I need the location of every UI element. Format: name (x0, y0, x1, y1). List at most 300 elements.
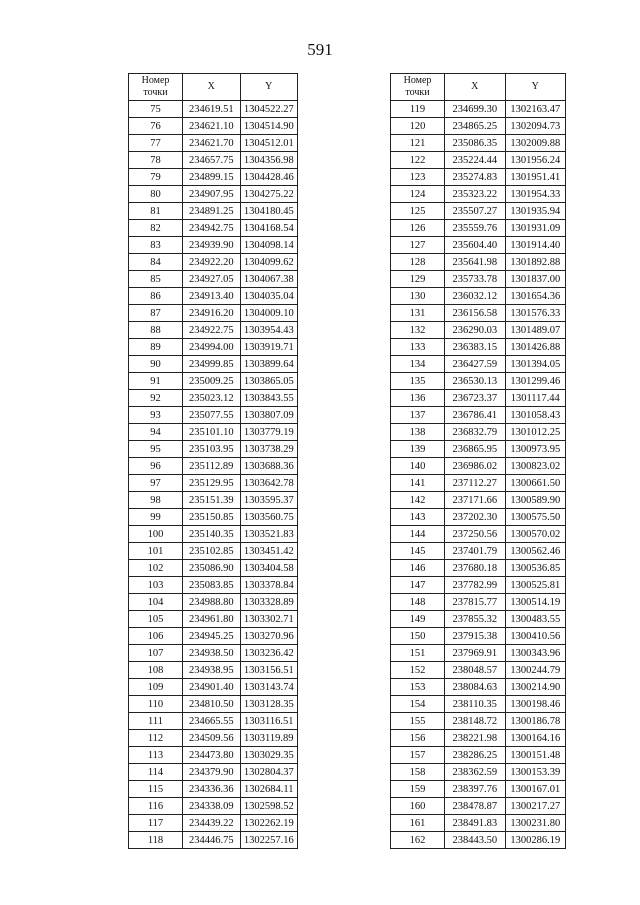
point-number-cell: 90 (129, 356, 183, 373)
point-number-cell: 93 (129, 407, 183, 424)
left-table-body (129, 101, 298, 849)
point-number-cell: 77 (129, 135, 183, 152)
point-number-cell: 133 (391, 339, 445, 356)
point-number-cell: 144 (391, 526, 445, 543)
point-number-cell: 81 (129, 203, 183, 220)
point-number-cell: 137 (391, 407, 445, 424)
point-number-cell: 126 (391, 220, 445, 237)
y-coordinate-cell: 1301426.88 (505, 339, 566, 356)
y-coordinate-cell: 1304275.22 (240, 186, 298, 203)
y-coordinate-cell: 1303919.71 (240, 339, 298, 356)
y-coordinate-cell: 1300164.16 (505, 730, 566, 747)
y-coordinate-cell: 1301117.44 (505, 390, 566, 407)
table-row (129, 356, 298, 373)
x-coordinate-cell: 234938.95 (183, 662, 241, 679)
table-row (391, 220, 566, 237)
y-coordinate-cell: 1301931.09 (505, 220, 566, 237)
point-number-cell: 160 (391, 798, 445, 815)
point-number-cell: 139 (391, 441, 445, 458)
x-coordinate-cell: 238286.25 (445, 747, 506, 764)
x-coordinate-cell: 235083.85 (183, 577, 241, 594)
x-coordinate-cell: 234988.80 (183, 594, 241, 611)
table-row (129, 339, 298, 356)
table-row (391, 781, 566, 798)
y-coordinate-cell: 1303807.09 (240, 407, 298, 424)
point-number-cell: 83 (129, 237, 183, 254)
table-row (391, 713, 566, 730)
y-coordinate-cell: 1301956.24 (505, 152, 566, 169)
y-coordinate-cell: 1303143.74 (240, 679, 298, 696)
table-row (391, 645, 566, 662)
point-number-cell: 94 (129, 424, 183, 441)
x-coordinate-cell: 234338.09 (183, 798, 241, 815)
table-row (129, 509, 298, 526)
table-row (129, 526, 298, 543)
x-coordinate-cell: 236530.13 (445, 373, 506, 390)
y-coordinate-cell: 1300198.46 (505, 696, 566, 713)
y-coordinate-cell: 1301654.36 (505, 288, 566, 305)
y-coordinate-cell: 1300217.27 (505, 798, 566, 815)
y-coordinate-cell: 1300562.46 (505, 543, 566, 560)
table-row (391, 101, 566, 118)
table-row (391, 458, 566, 475)
point-number-cell: 150 (391, 628, 445, 645)
table-row (391, 509, 566, 526)
point-number-cell: 119 (391, 101, 445, 118)
y-coordinate-cell: 1303236.42 (240, 645, 298, 662)
x-coordinate-cell: 235102.85 (183, 543, 241, 560)
x-coordinate-cell: 235086.35 (445, 135, 506, 152)
x-coordinate-cell: 234927.05 (183, 271, 241, 288)
table-row (391, 271, 566, 288)
x-coordinate-cell: 237202.30 (445, 509, 506, 526)
x-coordinate-cell: 238443.50 (445, 832, 506, 849)
table-row (391, 594, 566, 611)
y-coordinate-cell: 1300525.81 (505, 577, 566, 594)
point-number-cell: 149 (391, 611, 445, 628)
x-coordinate-cell: 236723.37 (445, 390, 506, 407)
table-row (129, 118, 298, 135)
y-coordinate-cell: 1304035.04 (240, 288, 298, 305)
point-number-cell: 153 (391, 679, 445, 696)
x-coordinate-cell: 236156.58 (445, 305, 506, 322)
y-coordinate-cell: 1302163.47 (505, 101, 566, 118)
x-coordinate-cell: 234439.22 (183, 815, 241, 832)
header-x: X (445, 74, 506, 101)
point-number-cell: 141 (391, 475, 445, 492)
x-coordinate-cell: 235733.78 (445, 271, 506, 288)
x-coordinate-cell: 234942.75 (183, 220, 241, 237)
y-coordinate-cell: 1303270.96 (240, 628, 298, 645)
table-row (391, 237, 566, 254)
x-coordinate-cell: 238048.57 (445, 662, 506, 679)
table-row (129, 662, 298, 679)
table-row (129, 747, 298, 764)
table-row (391, 373, 566, 390)
table-row (391, 560, 566, 577)
y-coordinate-cell: 1302684.11 (240, 781, 298, 798)
x-coordinate-cell: 235150.85 (183, 509, 241, 526)
table-row (391, 322, 566, 339)
y-coordinate-cell: 1303116.51 (240, 713, 298, 730)
table-row (129, 543, 298, 560)
y-coordinate-cell: 1301914.40 (505, 237, 566, 254)
table-row (391, 424, 566, 441)
point-number-cell: 115 (129, 781, 183, 798)
x-coordinate-cell: 234891.25 (183, 203, 241, 220)
x-coordinate-cell: 236032.12 (445, 288, 506, 305)
point-number-cell: 95 (129, 441, 183, 458)
x-coordinate-cell: 234999.85 (183, 356, 241, 373)
x-coordinate-cell: 235077.55 (183, 407, 241, 424)
y-coordinate-cell: 1300589.90 (505, 492, 566, 509)
x-coordinate-cell: 234922.75 (183, 322, 241, 339)
x-coordinate-cell: 234619.51 (183, 101, 241, 118)
x-coordinate-cell: 235604.40 (445, 237, 506, 254)
table-row (391, 798, 566, 815)
table-row (129, 594, 298, 611)
x-coordinate-cell: 235641.98 (445, 254, 506, 271)
point-number-cell: 151 (391, 645, 445, 662)
point-number-cell: 100 (129, 526, 183, 543)
table-row (391, 832, 566, 849)
point-number-cell: 92 (129, 390, 183, 407)
y-coordinate-cell: 1300214.90 (505, 679, 566, 696)
y-coordinate-cell: 1304522.27 (240, 101, 298, 118)
point-number-cell: 134 (391, 356, 445, 373)
x-coordinate-cell: 237680.18 (445, 560, 506, 577)
y-coordinate-cell: 1301892.88 (505, 254, 566, 271)
y-coordinate-cell: 1300343.96 (505, 645, 566, 662)
point-number-cell: 159 (391, 781, 445, 798)
table-row (129, 135, 298, 152)
point-number-cell: 152 (391, 662, 445, 679)
table-row (129, 407, 298, 424)
point-number-cell: 136 (391, 390, 445, 407)
table-row (391, 186, 566, 203)
y-coordinate-cell: 1303029.35 (240, 747, 298, 764)
table-row (129, 577, 298, 594)
x-coordinate-cell: 238362.59 (445, 764, 506, 781)
y-coordinate-cell: 1301489.07 (505, 322, 566, 339)
y-coordinate-cell: 1302598.52 (240, 798, 298, 815)
table-row (129, 645, 298, 662)
point-number-cell: 128 (391, 254, 445, 271)
x-coordinate-cell: 234621.10 (183, 118, 241, 135)
x-coordinate-cell: 236427.59 (445, 356, 506, 373)
x-coordinate-cell: 235129.95 (183, 475, 241, 492)
x-coordinate-cell: 237915.38 (445, 628, 506, 645)
y-coordinate-cell: 1303560.75 (240, 509, 298, 526)
y-coordinate-cell: 1300514.19 (505, 594, 566, 611)
x-coordinate-cell: 237250.56 (445, 526, 506, 543)
x-coordinate-cell: 236986.02 (445, 458, 506, 475)
table-row (129, 611, 298, 628)
x-coordinate-cell: 237855.32 (445, 611, 506, 628)
table-row (129, 492, 298, 509)
point-number-cell: 118 (129, 832, 183, 849)
y-coordinate-cell: 1301058.43 (505, 407, 566, 424)
table-row (129, 305, 298, 322)
table-row (129, 730, 298, 747)
point-number-cell: 116 (129, 798, 183, 815)
table-row (391, 254, 566, 271)
x-coordinate-cell: 238221.98 (445, 730, 506, 747)
table-row (129, 628, 298, 645)
x-coordinate-cell: 234446.75 (183, 832, 241, 849)
x-coordinate-cell: 235151.39 (183, 492, 241, 509)
y-coordinate-cell: 1300410.56 (505, 628, 566, 645)
y-coordinate-cell: 1304168.54 (240, 220, 298, 237)
y-coordinate-cell: 1304067.38 (240, 271, 298, 288)
y-coordinate-cell: 1303128.35 (240, 696, 298, 713)
point-number-cell: 78 (129, 152, 183, 169)
point-number-cell: 117 (129, 815, 183, 832)
x-coordinate-cell: 234657.75 (183, 152, 241, 169)
table-row (391, 441, 566, 458)
point-number-cell: 79 (129, 169, 183, 186)
x-coordinate-cell: 235507.27 (445, 203, 506, 220)
table-row (129, 152, 298, 169)
point-number-cell: 85 (129, 271, 183, 288)
table-row (129, 781, 298, 798)
x-coordinate-cell: 235086.90 (183, 560, 241, 577)
point-number-cell: 105 (129, 611, 183, 628)
table-row (129, 441, 298, 458)
y-coordinate-cell: 1300231.80 (505, 815, 566, 832)
header-y: Y (505, 74, 566, 101)
x-coordinate-cell: 235112.89 (183, 458, 241, 475)
point-number-cell: 91 (129, 373, 183, 390)
table-row (391, 747, 566, 764)
coordinates-table-right (390, 73, 566, 849)
y-coordinate-cell: 1304099.62 (240, 254, 298, 271)
point-number-cell: 114 (129, 764, 183, 781)
y-coordinate-cell: 1300186.78 (505, 713, 566, 730)
table-row (391, 339, 566, 356)
x-coordinate-cell: 234994.00 (183, 339, 241, 356)
table-row (391, 118, 566, 135)
x-coordinate-cell: 235101.10 (183, 424, 241, 441)
point-number-cell: 130 (391, 288, 445, 305)
table-row (129, 424, 298, 441)
point-number-cell: 110 (129, 696, 183, 713)
x-coordinate-cell: 235274.83 (445, 169, 506, 186)
x-coordinate-cell: 234961.80 (183, 611, 241, 628)
y-coordinate-cell: 1300661.50 (505, 475, 566, 492)
x-coordinate-cell: 235559.76 (445, 220, 506, 237)
point-number-cell: 102 (129, 560, 183, 577)
x-coordinate-cell: 234509.56 (183, 730, 241, 747)
x-coordinate-cell: 234379.90 (183, 764, 241, 781)
x-coordinate-cell: 236865.95 (445, 441, 506, 458)
point-number-cell: 135 (391, 373, 445, 390)
point-number-cell: 80 (129, 186, 183, 203)
y-coordinate-cell: 1301837.00 (505, 271, 566, 288)
point-number-cell: 108 (129, 662, 183, 679)
x-coordinate-cell: 234939.90 (183, 237, 241, 254)
table-row (129, 458, 298, 475)
y-coordinate-cell: 1301299.46 (505, 373, 566, 390)
point-number-cell: 147 (391, 577, 445, 594)
x-coordinate-cell: 234699.30 (445, 101, 506, 118)
point-number-cell: 157 (391, 747, 445, 764)
y-coordinate-cell: 1302257.16 (240, 832, 298, 849)
point-number-cell: 107 (129, 645, 183, 662)
y-coordinate-cell: 1300483.55 (505, 611, 566, 628)
point-number-cell: 123 (391, 169, 445, 186)
y-coordinate-cell: 1300823.02 (505, 458, 566, 475)
x-coordinate-cell: 238478.87 (445, 798, 506, 815)
x-coordinate-cell: 237969.91 (445, 645, 506, 662)
x-coordinate-cell: 235023.12 (183, 390, 241, 407)
y-coordinate-cell: 1303688.36 (240, 458, 298, 475)
point-number-cell: 86 (129, 288, 183, 305)
point-number-cell: 120 (391, 118, 445, 135)
point-number-cell: 125 (391, 203, 445, 220)
point-number-cell: 96 (129, 458, 183, 475)
y-coordinate-cell: 1301394.05 (505, 356, 566, 373)
y-coordinate-cell: 1300570.02 (505, 526, 566, 543)
table-row (129, 832, 298, 849)
table-row (129, 696, 298, 713)
x-coordinate-cell: 234913.40 (183, 288, 241, 305)
y-coordinate-cell: 1301935.94 (505, 203, 566, 220)
y-coordinate-cell: 1300244.79 (505, 662, 566, 679)
point-number-cell: 156 (391, 730, 445, 747)
y-coordinate-cell: 1303404.58 (240, 560, 298, 577)
table-row (391, 203, 566, 220)
point-number-cell: 75 (129, 101, 183, 118)
table-row (391, 475, 566, 492)
point-number-cell: 104 (129, 594, 183, 611)
y-coordinate-cell: 1304098.14 (240, 237, 298, 254)
point-number-cell: 113 (129, 747, 183, 764)
point-number-cell: 111 (129, 713, 183, 730)
x-coordinate-cell: 235009.25 (183, 373, 241, 390)
table-row (129, 220, 298, 237)
y-coordinate-cell: 1303451.42 (240, 543, 298, 560)
y-coordinate-cell: 1300153.39 (505, 764, 566, 781)
y-coordinate-cell: 1303738.29 (240, 441, 298, 458)
y-coordinate-cell: 1300536.85 (505, 560, 566, 577)
point-number-cell: 109 (129, 679, 183, 696)
x-coordinate-cell: 234473.80 (183, 747, 241, 764)
table-row (129, 203, 298, 220)
y-coordinate-cell: 1300167.01 (505, 781, 566, 798)
x-coordinate-cell: 237401.79 (445, 543, 506, 560)
table-row (391, 356, 566, 373)
y-coordinate-cell: 1301954.33 (505, 186, 566, 203)
y-coordinate-cell: 1303899.64 (240, 356, 298, 373)
header-x: X (183, 74, 241, 101)
table-row (391, 679, 566, 696)
x-coordinate-cell: 238397.76 (445, 781, 506, 798)
table-row (129, 798, 298, 815)
table-row (391, 305, 566, 322)
table-row (391, 611, 566, 628)
point-number-cell: 84 (129, 254, 183, 271)
table-row (129, 815, 298, 832)
x-coordinate-cell: 234810.50 (183, 696, 241, 713)
point-number-cell: 87 (129, 305, 183, 322)
page-number: 591 (307, 40, 333, 59)
y-coordinate-cell: 1302262.19 (240, 815, 298, 832)
y-coordinate-cell: 1303119.89 (240, 730, 298, 747)
point-number-cell: 131 (391, 305, 445, 322)
x-coordinate-cell: 238110.35 (445, 696, 506, 713)
table-row (129, 101, 298, 118)
point-number-cell: 101 (129, 543, 183, 560)
table-row (391, 135, 566, 152)
y-coordinate-cell: 1303595.37 (240, 492, 298, 509)
x-coordinate-cell: 236290.03 (445, 322, 506, 339)
x-coordinate-cell: 238491.83 (445, 815, 506, 832)
table-row (129, 322, 298, 339)
table-row (391, 662, 566, 679)
table-row (129, 237, 298, 254)
table-header-row (129, 74, 298, 101)
y-coordinate-cell: 1303779.19 (240, 424, 298, 441)
point-number-cell: 142 (391, 492, 445, 509)
x-coordinate-cell: 236832.79 (445, 424, 506, 441)
y-coordinate-cell: 1303954.43 (240, 322, 298, 339)
header-point-number: Номер точки (391, 74, 445, 101)
point-number-cell: 103 (129, 577, 183, 594)
table-row (129, 271, 298, 288)
point-number-cell: 132 (391, 322, 445, 339)
point-number-cell: 127 (391, 237, 445, 254)
y-coordinate-cell: 1304428.46 (240, 169, 298, 186)
x-coordinate-cell: 237171.66 (445, 492, 506, 509)
x-coordinate-cell: 236383.15 (445, 339, 506, 356)
point-number-cell: 89 (129, 339, 183, 356)
y-coordinate-cell: 1303378.84 (240, 577, 298, 594)
table-row (129, 475, 298, 492)
y-coordinate-cell: 1303865.05 (240, 373, 298, 390)
x-coordinate-cell: 234907.95 (183, 186, 241, 203)
x-coordinate-cell: 234901.40 (183, 679, 241, 696)
y-coordinate-cell: 1303843.55 (240, 390, 298, 407)
x-coordinate-cell: 234621.70 (183, 135, 241, 152)
y-coordinate-cell: 1302804.37 (240, 764, 298, 781)
point-number-cell: 97 (129, 475, 183, 492)
table-row (129, 679, 298, 696)
x-coordinate-cell: 237782.99 (445, 577, 506, 594)
y-coordinate-cell: 1300973.95 (505, 441, 566, 458)
point-number-cell: 140 (391, 458, 445, 475)
point-number-cell: 76 (129, 118, 183, 135)
y-coordinate-cell: 1302009.88 (505, 135, 566, 152)
point-number-cell: 106 (129, 628, 183, 645)
table-row (129, 288, 298, 305)
x-coordinate-cell: 234922.20 (183, 254, 241, 271)
x-coordinate-cell: 235323.22 (445, 186, 506, 203)
table-row (129, 390, 298, 407)
y-coordinate-cell: 1303302.71 (240, 611, 298, 628)
table-row (129, 713, 298, 730)
header-point-number: Номер точки (129, 74, 183, 101)
point-number-cell: 98 (129, 492, 183, 509)
x-coordinate-cell: 234865.25 (445, 118, 506, 135)
y-coordinate-cell: 1301576.33 (505, 305, 566, 322)
table-row (391, 628, 566, 645)
table-row (391, 152, 566, 169)
x-coordinate-cell: 238084.63 (445, 679, 506, 696)
table-row (129, 254, 298, 271)
point-number-cell: 162 (391, 832, 445, 849)
point-number-cell: 122 (391, 152, 445, 169)
